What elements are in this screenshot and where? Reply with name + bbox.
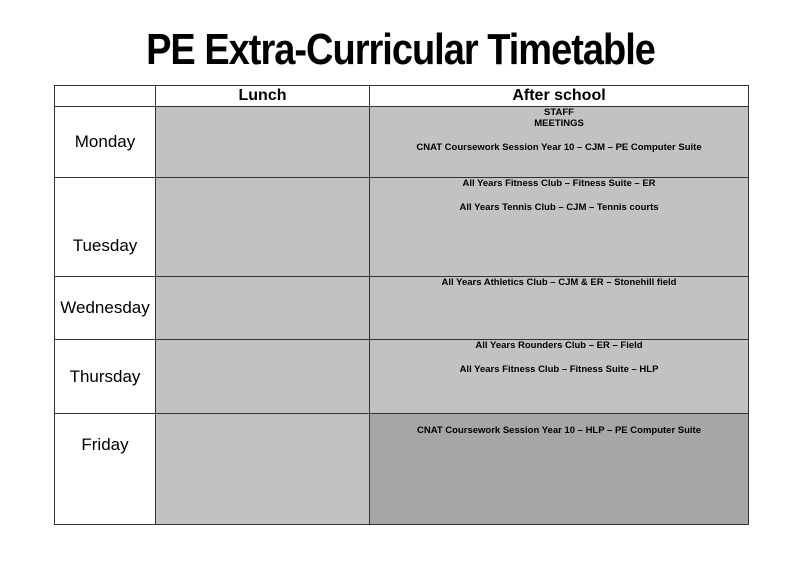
header-row [55, 86, 749, 107]
day-cell: Friday [55, 414, 156, 525]
day-cell: Wednesday [55, 277, 156, 340]
day-cell: Monday [55, 107, 156, 178]
header-lunch: Lunch [156, 86, 370, 107]
activity-line: All Years Athletics Club – CJM & ER – Stonehill field [441, 277, 677, 288]
activity-line: All Years Tennis Club – CJM – Tennis courts [459, 202, 659, 213]
timetable [54, 85, 749, 525]
after-school-cell [370, 340, 749, 414]
lunch-cell [156, 340, 370, 414]
lunch-cell [156, 107, 370, 178]
timetable-row-monday [55, 107, 749, 178]
day-cell: Tuesday [55, 178, 156, 277]
activity-line: MEETINGS [534, 118, 584, 129]
page-title: PE Extra-Curricular Timetable [146, 25, 655, 75]
activity-line: STAFF [544, 107, 574, 118]
activity-line: CNAT Coursework Session Year 10 – HLP – PE Computer Suite [416, 425, 702, 436]
timetable-row-wednesday [55, 277, 749, 340]
timetable-row-tuesday [55, 178, 749, 277]
after-school-cell [370, 414, 749, 525]
day-cell: Thursday [55, 340, 156, 414]
activity-line: All Years Fitness Club – Fitness Suite – HLP [459, 364, 659, 375]
header-day [55, 86, 156, 107]
timetable-row-friday [55, 414, 749, 525]
after-school-cell [370, 107, 749, 178]
after-school-cell [370, 178, 749, 277]
activity-line: All Years Fitness Club – Fitness Suite – ER [462, 178, 656, 189]
header-after-school: After school [370, 86, 749, 107]
lunch-cell [156, 178, 370, 277]
timetable-row-thursday [55, 340, 749, 414]
after-school-cell [370, 277, 749, 340]
lunch-cell [156, 277, 370, 340]
lunch-cell [156, 414, 370, 525]
activity-line: CNAT Coursework Session Year 10 – CJM – PE Computer Suite [416, 142, 702, 153]
activity-line: All Years Rounders Club – ER – Field [475, 340, 643, 351]
